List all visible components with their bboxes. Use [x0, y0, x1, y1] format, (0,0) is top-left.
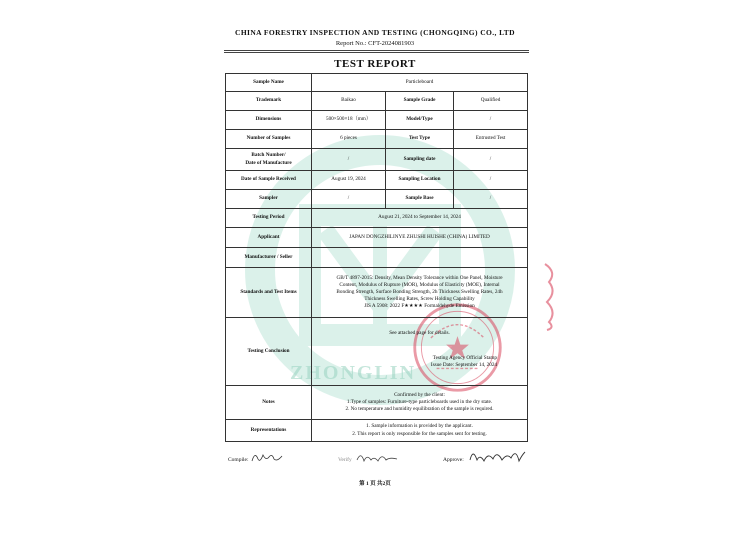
conclusion-text: See attached page for details. — [389, 330, 450, 336]
value-applicant: JAPAN DONGZHILINYE ZHUSHI HUISHE (CHINA) LIMITED — [312, 228, 528, 248]
label-number-of-samples: Number of Samples — [226, 130, 312, 149]
value-sample-name: Particleboard — [312, 74, 528, 92]
page-footer: 第 1 页 共2页 — [359, 481, 391, 487]
compile-label: Compile: — [228, 457, 249, 463]
table-row — [226, 171, 528, 190]
value-representations — [312, 420, 528, 442]
standards-line-3: Bonding Strength, Surface Bonding Strength, 2h Thickness Swelling Rates, 24h — [336, 288, 503, 295]
table-row — [226, 318, 528, 386]
notes-line-1: Confirmed by the client: — [394, 391, 445, 398]
table-row — [226, 209, 528, 228]
header-divider — [224, 50, 529, 51]
value-dimensions: 500×500×18（mm） — [312, 111, 386, 130]
table-row — [226, 268, 528, 318]
value-sample-grade: Qualified — [454, 92, 528, 111]
compile-signature-icon — [250, 449, 284, 465]
table-row — [226, 149, 528, 171]
table-row — [226, 386, 528, 420]
value-batch-number: / — [312, 149, 386, 171]
table-row — [226, 92, 528, 111]
approve-label: Approve: — [443, 457, 464, 463]
label-batch-line-2: Date of Manufacture — [245, 159, 292, 166]
approve-signature-icon — [467, 446, 527, 468]
watermark-text: ZHONGLIN — [290, 362, 417, 384]
standards-line-2: Content, Modulus of Rupture (MOR), Modulus of Elasticity (MOE), Internal — [339, 281, 500, 288]
table-row — [226, 74, 528, 92]
value-sampling-date: / — [454, 149, 528, 171]
label-trademark: Trademark — [226, 92, 312, 111]
label-manufacturer: Manufacturer / Seller — [226, 248, 312, 268]
label-test-type: Test Type — [386, 130, 454, 149]
label-dimensions: Dimensions — [226, 111, 312, 130]
table-row — [226, 420, 528, 442]
label-model-type: Model/Type — [386, 111, 454, 130]
representations-line-2: 2. This report is only responsible for the samples sent for testing. — [352, 430, 487, 437]
label-sampler: Sampler — [226, 190, 312, 209]
report-number: Report No.: CFT-2024081903 — [335, 40, 415, 47]
value-manufacturer — [312, 248, 528, 268]
label-notes: Notes — [226, 386, 312, 420]
report-table — [225, 73, 528, 442]
value-number-of-samples: 6 pieces — [312, 130, 386, 149]
label-batch-line-1: Batch Number/ — [251, 152, 286, 159]
report-title: TEST REPORT — [334, 58, 416, 70]
notes-line-3: 2. No temperature and humidity equilibration of the sample is required. — [345, 406, 494, 412]
label-applicant: Applicant — [226, 228, 312, 248]
label-sample-name: Sample Name — [226, 74, 312, 92]
value-testing-conclusion — [312, 318, 528, 386]
company-name: CHINA FORESTRY INSPECTION AND TESTING (CHONGQING) CO., LTD — [235, 28, 515, 37]
value-sampler: / — [312, 190, 386, 209]
value-standards — [312, 268, 528, 318]
label-representations: Representations — [226, 420, 312, 442]
label-sample-base: Sample Base — [386, 190, 454, 209]
value-test-type: Entrusted Test — [454, 130, 528, 149]
label-testing-conclusion: Testing Conclusion — [226, 318, 312, 386]
label-sample-grade: Sample Grade — [386, 92, 454, 111]
verify-label: Verify — [338, 457, 352, 463]
label-date-received: Date of Sample Received — [226, 171, 312, 190]
label-standards: Standards and Test Items — [226, 268, 312, 318]
value-sampling-location: / — [454, 171, 528, 190]
standards-line-1: GB/T 4897-2015: Density, Mean Density Tolerance within One Panel, Moisture — [336, 274, 503, 281]
issue-date: Issue Date: September 14, 2024 — [430, 362, 498, 369]
label-testing-period: Testing Period — [226, 209, 312, 228]
standards-line-5: JIS A 5908: 2022 F★★★★ Formaldehyde Emission — [364, 303, 475, 310]
table-row — [226, 228, 528, 248]
table-row — [226, 248, 528, 268]
value-date-received: August 19, 2024 — [312, 171, 386, 190]
label-batch-number — [226, 149, 312, 171]
label-sampling-date: Sampling date — [386, 149, 454, 171]
notes-line-2: 1.Type of samples: Furniture-type particleboards used in the dry state. — [346, 398, 493, 405]
verify-signature-icon — [355, 449, 399, 465]
table-row — [226, 111, 528, 130]
value-notes — [312, 386, 528, 420]
seam-stamp-icon — [543, 262, 559, 332]
value-trademark: Baikao — [312, 92, 386, 111]
label-sampling-location: Sampling Location — [386, 171, 454, 190]
value-sample-base: / — [454, 190, 528, 209]
table-row — [226, 130, 528, 149]
standards-line-4: Thickness Swelling Rates, Screw Holding Capability — [364, 296, 475, 302]
value-testing-period: August 21, 2024 to September 14, 2024 — [312, 209, 528, 228]
agency-stamp-label: Testing Agency Official Stamp — [432, 355, 498, 362]
table-row — [226, 190, 528, 209]
value-model-type: / — [454, 111, 528, 130]
header-divider-2 — [224, 52, 529, 53]
representations-line-1: 1. Sample information is provided by the applicant. — [366, 423, 473, 430]
